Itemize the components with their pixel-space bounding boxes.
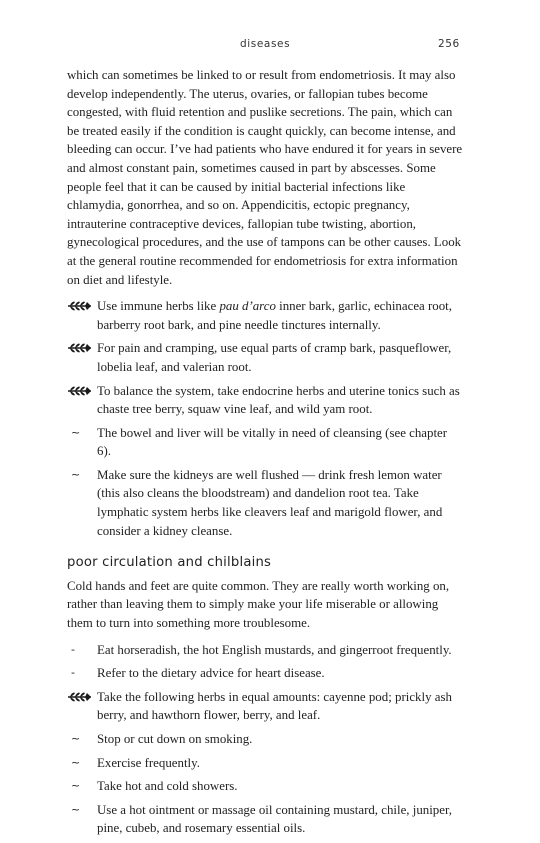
herb-sprig-icon <box>67 297 95 315</box>
list-item-text: Stop or cut down on smoking. <box>97 732 253 746</box>
list-item-text: inner bark, garlic, echinacea root, barberry root bark, and pine needle tinctures internally. <box>97 299 452 332</box>
list-item <box>67 777 463 796</box>
tilde-bullet: ~ <box>71 425 81 439</box>
list-item-text: Take hot and cold showers. <box>97 779 238 794</box>
list-item <box>67 688 463 725</box>
page-body <box>67 66 463 843</box>
list-item <box>67 664 463 683</box>
intro-paragraph: which can sometimes be linked to or result from endometriosis. It may also develop independently. The uterus, ovaries, or fallopian tubes become congested, with fluid retention and puslike secretions. The pain, which can be treated easily if the condition is caught quickly, can become intense, and bleeding can occur. I’ve had patients who have endured it for years in severe and almost constant pain, sometimes caused in part by abscesses. Some people feel that it can be caused by initial bacterial infections like chlamydia, gonorrhea, and so on. Appendicitis, ectopic pregnancy, intrauterine contraceptive devices, fallopian tube twisting, abortion, gynecological procedures, and the use of tampons can be other causes. Look at the general routine recommended for endometriosis for extra information on diet and lifestyle. <box>67 68 463 287</box>
herb-sprig-icon <box>67 688 95 706</box>
tilde-bullet: ~ <box>71 467 81 481</box>
list-item-text: To balance the system, take endocrine herbs and uterine tonics such as chaste tree berry, squaw vine leaf, and wild yam root. <box>97 383 460 417</box>
list-item <box>67 297 463 334</box>
treatment-list-pid <box>67 297 463 540</box>
tilde-bullet: ~ <box>71 779 81 793</box>
running-header <box>0 38 540 54</box>
dash-bullet: - <box>71 642 75 656</box>
list-item <box>67 382 463 419</box>
list-item <box>67 339 463 376</box>
list-item-text: Take the following herbs in equal amounts: cayenne pod; prickly ash berry, and hawthorn flower, berry, and leaf. <box>97 689 452 723</box>
page-number: 256 <box>438 38 460 50</box>
tilde-bullet: ~ <box>71 732 81 745</box>
dash-bullet: - <box>71 666 75 680</box>
section-paragraph: Cold hands and feet are quite common. They are really worth working on, rather than leaving them to simply make your life miserable or allowing them to turn into something more troublesome. <box>67 578 450 631</box>
section-heading: poor circulation and chilblains <box>67 555 272 571</box>
list-item-text: The bowel and liver will be vitally in need of cleansing (see chapter 6). <box>97 425 448 459</box>
list-item-text: Refer to the dietary advice for heart disease. <box>97 666 325 681</box>
list-item-text: Use immune herbs like <box>97 299 220 314</box>
list-item <box>67 730 463 749</box>
list-item <box>67 424 463 461</box>
list-item <box>67 801 463 838</box>
herb-sprig-icon <box>67 382 95 400</box>
list-item <box>67 754 463 773</box>
list-item <box>67 641 463 660</box>
list-item <box>67 466 463 540</box>
treatment-list-circulation <box>67 641 463 838</box>
herb-sprig-icon <box>67 339 95 357</box>
tilde-bullet: ~ <box>71 755 81 769</box>
running-head-title: diseases <box>240 38 291 50</box>
list-item-text: For pain and cramping, use equal parts of cramp bark, pasqueflower, lobelia leaf, and valerian root. <box>97 341 452 374</box>
list-item-italic-text: pau d’arco <box>219 299 276 314</box>
list-item-text: Use a hot ointment or massage oil containing mustard, chile, juniper, pine, cubeb, and rosemary essential oils. <box>97 802 452 836</box>
list-item-text: Make sure the kidneys are well flushed — drink fresh lemon water (this also cleans the bloodstream) and dandelion root tea. Take lymphatic system herbs like cleavers leaf and marigold flower, and consider a kidney cleanse. <box>97 467 443 538</box>
tilde-bullet: ~ <box>71 802 81 816</box>
list-item-text: Eat horseradish, the hot English mustards, and gingerroot frequently. <box>97 642 452 657</box>
list-item-text: Exercise frequently. <box>97 755 200 770</box>
